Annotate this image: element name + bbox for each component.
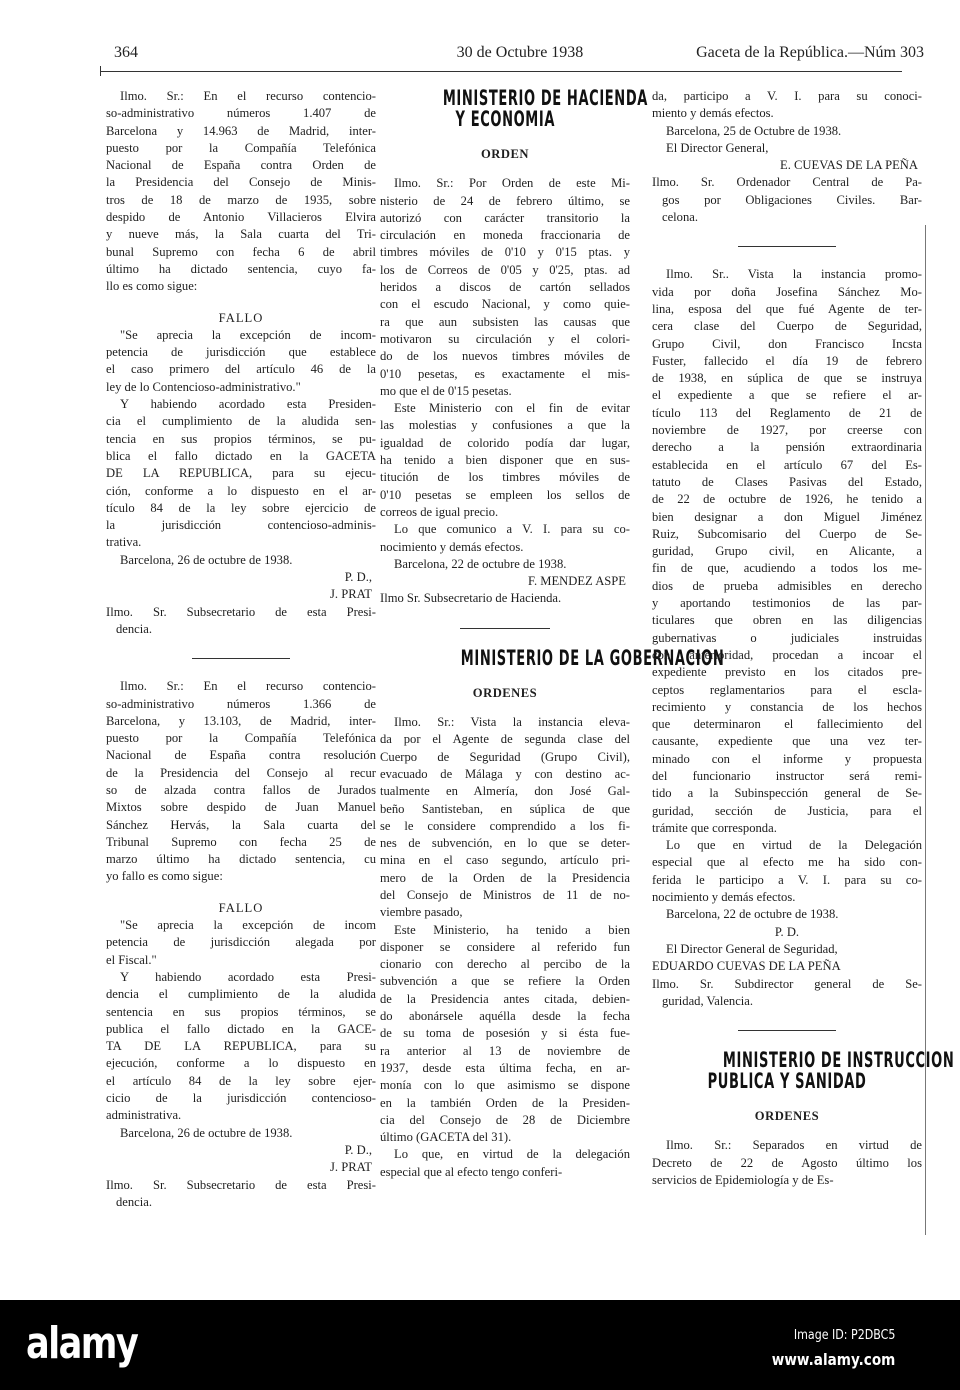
- dateline: [106, 552, 376, 569]
- text-line: Y habiendo acordado esta Presiden-: [120, 397, 376, 412]
- text-line: F. MENDEZ ASPE: [527, 574, 626, 589]
- text-line: [380, 86, 648, 110]
- dateline: [652, 906, 922, 923]
- text-line: Ilmo. Sr. Subdirector general de Se-: [652, 976, 922, 991]
- text-line: El Director General de Seguridad,: [666, 941, 838, 956]
- text-line: monía con lo que asimismo se dispone: [380, 1078, 630, 1093]
- text-line: trámite que corresponda.: [652, 820, 777, 835]
- text-line: Cuerpo de Seguridad (Grupo Civil),: [380, 749, 630, 764]
- text-line: guridad, Valencia.: [662, 993, 754, 1008]
- text-line: marzo último ha dictado sentencia, cu: [106, 852, 376, 867]
- text-line: DE LA REPUBLICA, para su ejecu-: [106, 466, 376, 481]
- text-line: de 22 de octubre de 1926, he tenido a: [652, 492, 922, 507]
- text-line: Lo que comunico a V. I. para su co-: [394, 522, 630, 537]
- section-subheading: [380, 146, 630, 163]
- ministry-heading: [380, 86, 648, 131]
- text-line: igualdad de colorido podía dar lugar,: [380, 435, 630, 450]
- text-line: la jurisdicción contencioso-adminis-: [106, 518, 376, 533]
- text-line: Ilmo. Sr. Subsecretario de esta Presi-: [106, 1177, 376, 1192]
- paragraph: [652, 88, 922, 123]
- text-line: en la también Orden de la Presiden-: [380, 1095, 630, 1110]
- text-line: FALLO: [218, 310, 264, 325]
- text-line: llo es como sigue:: [106, 279, 198, 294]
- text-line: nocimiento y demás efectos.: [652, 890, 796, 905]
- heading-text: MINISTERIO DE LA GOBERNACION: [460, 645, 725, 670]
- text-line: cionario con derecho al percibo de la: [380, 957, 630, 972]
- text-line: Lo que, en virtud de la delegación: [394, 1147, 630, 1162]
- text-line: E. CUEVAS DE LA PEÑA: [780, 158, 918, 173]
- text-line: nisterio de 24 de febrero último, se: [380, 193, 630, 208]
- text-line: "Se aprecia la excepción de incom-: [120, 327, 376, 342]
- text-line: Grupo Civil, don Francisco Incsta: [652, 336, 922, 351]
- text-line: administrativa.: [106, 1108, 182, 1123]
- text-line: J. PRAT: [330, 1160, 372, 1175]
- text-line: Ilmo. Sr.: Separados en virtud de: [666, 1138, 922, 1153]
- text-line: trativa.: [106, 535, 142, 550]
- text-line: 0'10 pesetas se empleen los sellos de: [380, 487, 630, 502]
- text-line: Ilmo. Sr.: Vista la instancia eleva-: [394, 715, 630, 730]
- ministry-heading: [380, 645, 725, 670]
- text-line: de la Presidencia del Consejo al recur: [106, 765, 376, 780]
- page-number: 364: [114, 44, 138, 61]
- text-line: dencia el cumplimiento de la aludida: [106, 987, 376, 1002]
- text-line: Ilmo. Sr. Subsecretario de esta Presi-: [106, 604, 376, 619]
- text-line: sentencia en sus propios términos, se: [106, 1004, 376, 1019]
- text-line: la Presidencia del Consejo de Minis-: [106, 175, 376, 190]
- text-line: puesto por la Compañía Telefónica: [106, 731, 376, 746]
- column-right: [652, 88, 955, 1189]
- text-line: da, participo a V. I. para su conoci-: [652, 89, 922, 103]
- text-line: [380, 645, 725, 670]
- issue-date: 30 de Octubre 1938: [456, 44, 584, 61]
- image-id: Image ID: P2DBC5: [793, 1328, 895, 1343]
- text-line: vida por doña Josefina Sánchez Mo-: [652, 284, 922, 299]
- text-line: cia el cumplimiento de la aludida sen-: [106, 414, 376, 429]
- text-line: dencia.: [116, 621, 153, 636]
- text-line: Barcelona, 22 de octubre de 1938.: [394, 556, 567, 571]
- section-divider: [106, 638, 376, 678]
- dateline: [652, 123, 922, 158]
- signature-initials: [652, 924, 922, 941]
- text-line: noviembre de 1927, por creerse con: [652, 423, 922, 438]
- text-line: dencia.: [116, 1194, 153, 1209]
- ministry-heading: [652, 1048, 955, 1094]
- text-line: último (GACETA del 31).: [380, 1130, 512, 1145]
- text-line: 1937, desde esta última fecha, en ar-: [380, 1060, 630, 1075]
- section-divider: [380, 608, 630, 648]
- paragraph: [106, 88, 376, 296]
- text-line: ha tenido a bien disponer que en sus-: [380, 453, 630, 468]
- text-line: Este Ministerio, ha tenido a bien: [394, 922, 630, 937]
- heading-text: PUBLICA Y SANIDAD: [707, 1069, 867, 1094]
- text-line: 0'10 pesetas, es exactamente el mis-: [380, 366, 630, 381]
- text-line: Barcelona, 25 de Octubre de 1938.: [666, 123, 842, 138]
- text-line: da por el Agente de segunda clase del: [380, 732, 630, 747]
- text-line: que determinaron el fallecimiento del: [652, 717, 922, 732]
- text-line: tatuto de Clases Pasivas del Estado,: [652, 474, 922, 489]
- text-line: mina en el caso segundo, artículo pri-: [380, 853, 630, 868]
- text-line: P. D.,: [344, 570, 372, 585]
- paragraph: [380, 175, 630, 400]
- text-line: motivaron su circulación y el colori-: [380, 331, 630, 346]
- text-line: mo que el de 0'15 pesetas.: [380, 383, 512, 398]
- text-line: [380, 109, 630, 130]
- paragraph: [380, 922, 630, 1147]
- text-line: publica el fallo dictado en la GACE-: [106, 1021, 376, 1036]
- text-line: Barcelona, 26 de octubre de 1938.: [120, 1125, 293, 1140]
- text-line: gubernativas o judiciales instruidas: [652, 630, 922, 645]
- addressee: [652, 976, 922, 1011]
- text-line: Ilmo. Sr. Ordenador Central de Pa-: [652, 175, 922, 190]
- signature: [380, 573, 630, 590]
- text-line: guridad, Grupo civil, en Alicante, a: [652, 544, 922, 559]
- text-line: ra que aun subsisten las causas que: [380, 314, 630, 329]
- signature-name: [652, 958, 922, 975]
- text-line: de 1938, en súplica de que se instruya: [652, 371, 922, 386]
- text-line: las molestias y confusiones a que la: [380, 418, 630, 433]
- text-line: Ilmo. Sr.: En el recurso contencio-: [120, 679, 376, 694]
- text-line: J. PRAT: [330, 587, 372, 602]
- text-line: cera clase del Cuerpo de Seguridad,: [652, 319, 922, 334]
- text-line: FALLO: [218, 900, 264, 915]
- section-subheading: [380, 685, 630, 702]
- text-line: ley de lo Contencioso-administrativo.": [106, 379, 301, 394]
- text-line: Nacional de España contra Orden de: [106, 158, 376, 173]
- text-line: blica el fallo dictado en la GACETA: [106, 448, 376, 463]
- text-line: último ha dictado sentencia, cuyo fa-: [106, 261, 376, 276]
- text-line: tencia en sus propios términos, se pu-: [106, 431, 376, 446]
- text-line: puesto por la Compañía Telefónica: [106, 140, 376, 155]
- text-line: tículo 113 del Reglamento de 21 de: [652, 405, 922, 420]
- alamy-logo: alamy: [26, 1318, 138, 1369]
- text-line: correos de igual precio.: [380, 504, 499, 519]
- text-line: nes de subvención, en lo que se deter-: [380, 836, 630, 851]
- text-line: el caso primero del artículo 46 de la: [106, 362, 376, 377]
- section-divider: [652, 226, 922, 266]
- text-line: tículo 84 de la ley sobre ejercicio de: [106, 500, 376, 515]
- text-line: Mixtos sobre despido de Juan Manuel: [106, 800, 376, 815]
- header-rule-tick: [100, 66, 101, 76]
- paragraph: [380, 1146, 630, 1181]
- text-line: derecho a la pensión extraordinaria: [652, 440, 922, 455]
- text-line: dios de prueba admisibles en derecho: [652, 578, 922, 593]
- text-line: ORDENES: [472, 685, 538, 700]
- text-line: Nacional de España contra resolución: [106, 748, 376, 763]
- text-line: Este Ministerio con el fin de evitar: [394, 401, 630, 416]
- text-line: Y habiendo acordado esta Presi-: [120, 969, 376, 984]
- signature: [106, 569, 376, 604]
- text-line: mero de la Orden de la Presidencia: [380, 870, 630, 885]
- paragraph: [652, 837, 922, 906]
- heading-text: Y ECONOMIA: [455, 107, 555, 131]
- section-subheading: [106, 900, 376, 917]
- text-line: y aportando testimonios de las par-: [652, 596, 922, 611]
- text-line: cia del Consejo de 28 de Diciembre: [380, 1112, 630, 1127]
- watermark-url: www.alamy.com: [771, 1350, 895, 1369]
- paragraph: [106, 969, 376, 1125]
- paragraph: [106, 678, 376, 886]
- text-line: do abonársele aquélla desde la fecha: [380, 1009, 630, 1024]
- text-line: Tribunal Supremo con fecha 25 de: [106, 834, 376, 849]
- text-line: especial que al efecto me ha sido con-: [652, 855, 922, 870]
- column-left: [106, 88, 376, 1211]
- text-line: TA DE LA REPUBLICA, para su: [106, 1039, 376, 1054]
- text-line: Barcelona y 14.963 de Madrid, inter-: [106, 123, 376, 138]
- text-line: so-administrativo números 1.407 de: [106, 106, 376, 121]
- text-line: Barcelona, 22 de octubre de 1938.: [666, 907, 839, 922]
- text-line: autorizó con carácter transitorio la: [380, 210, 630, 225]
- text-line: los de Correos de 0'05 y 0'25, ptas. ad: [380, 262, 630, 277]
- text-line: Ilmo. Sr.. Vista la instancia promo-: [666, 267, 922, 282]
- text-line: con el escudo Nacional, y como quie-: [380, 297, 630, 312]
- text-line: tualmente en Almería, don José Gal-: [380, 784, 630, 799]
- text-line: [652, 1048, 955, 1073]
- text-line: [652, 1071, 922, 1092]
- text-line: especial que al efecto tengo conferi-: [380, 1164, 563, 1179]
- text-line: El Director General,: [666, 140, 769, 155]
- column-border: [925, 225, 926, 1235]
- text-line: despido de Antonio Villacieros Elvira: [106, 210, 376, 225]
- text-line: el artículo 84 de la ley sobre ejer-: [106, 1073, 376, 1088]
- addressee: [106, 604, 376, 639]
- text-line: causante, expediente que una vez ter-: [652, 734, 922, 749]
- text-line: P. D.,: [344, 1142, 372, 1157]
- text-line: disponer se considere al referido fun: [380, 939, 630, 954]
- paragraph: [380, 714, 630, 922]
- text-line: subvención a que se refiere la Orden: [380, 974, 630, 989]
- text-line: Ilmo. Sr.: Por Orden de este Mi-: [394, 176, 630, 191]
- text-line: el expediente a que se refiere el ar-: [652, 388, 922, 403]
- text-line: Barcelona, y 13.103, de Madrid, inter-: [106, 713, 376, 728]
- heading-text: MINISTERIO DE HACIENDA: [442, 86, 648, 110]
- text-line: P. D.: [774, 924, 800, 939]
- text-line: miento y demás efectos.: [652, 106, 774, 121]
- text-line: del Consejo de Ministros de 11 de no-: [380, 887, 630, 902]
- text-line: bunal Supremo con fecha 6 de abril: [106, 244, 376, 259]
- header-rule: [100, 71, 902, 72]
- text-line: EDUARDO CUEVAS DE LA PEÑA: [652, 959, 841, 974]
- text-line: yo fallo es como sigue:: [106, 869, 223, 884]
- paragraph: [106, 917, 376, 969]
- text-line: ORDEN: [481, 147, 529, 161]
- text-line: cicio de la jurisdicción contencioso-: [106, 1091, 376, 1106]
- text-line: ción, conforme a lo dispuesto en el ar-: [106, 483, 376, 498]
- text-line: ticulares que obren en las diligencias: [652, 613, 922, 628]
- paragraph: [106, 396, 376, 552]
- text-line: titución de los timbres móviles de: [380, 470, 630, 485]
- text-line: do de los nuevos timbres móviles de: [380, 349, 630, 364]
- text-line: evacuado de Málaga y con destino ac-: [380, 766, 630, 781]
- text-line: establecida en el artículo 67 del Es-: [652, 457, 922, 472]
- publication-title: Gaceta de la República.—Núm 303: [696, 44, 924, 61]
- text-line: viembre pasado,: [380, 905, 463, 920]
- addressee: [106, 1177, 376, 1212]
- section-subheading: [652, 1108, 922, 1125]
- paragraph: [106, 327, 376, 396]
- text-line: minado con el informe y propuesta: [652, 751, 922, 766]
- watermark-bar: [0, 1300, 960, 1390]
- text-line: circulación en moneda fraccionaria de: [380, 228, 630, 243]
- text-line: Fuster, fallecido el día 19 de febrero: [652, 353, 922, 368]
- text-line: timbres móviles de 0'10 y 0'15 ptas. y: [380, 245, 630, 260]
- text-line: el Fiscal.": [106, 952, 157, 967]
- signature: [106, 1142, 376, 1177]
- text-line: lina, esposa del que fué Agente de ter-: [652, 301, 922, 316]
- text-line: Lo que en virtud de la Delegación: [666, 838, 922, 853]
- text-line: gos por Obligaciones Civiles. Bar-: [662, 192, 922, 207]
- paragraph: [380, 521, 630, 556]
- text-line: guridad, sección de Justicia, para el: [652, 803, 922, 818]
- paragraph: [380, 400, 630, 521]
- paragraph: [652, 266, 922, 837]
- dateline: [652, 941, 922, 958]
- heading-text: MINISTERIO DE INSTRUCCION: [722, 1048, 955, 1073]
- text-line: tros de 18 de marzo de 1935, sobre: [106, 192, 376, 207]
- addressee: [380, 590, 630, 607]
- text-line: ferida le participo a V. I. para su co-: [652, 872, 922, 887]
- text-line: fin de que, acudiendo a todos los me-: [652, 561, 922, 576]
- text-line: ceptos reglamentarios para el escla-: [652, 682, 922, 697]
- text-line: celona.: [662, 210, 699, 225]
- text-line: ejecución, conforme a lo dispuesto en: [106, 1056, 376, 1071]
- text-line: so de alzada contra fallos de Jurados: [106, 782, 376, 797]
- text-line: ORDENES: [754, 1109, 820, 1124]
- text-line: recimiento y constancia de los hechos: [652, 699, 922, 714]
- text-line: Ruiz, Subcomisario del Cuerpo de Se-: [652, 526, 922, 541]
- text-line: de su toma de posesión y si ésta fue-: [380, 1026, 630, 1041]
- text-line: petencia de jurisdicción que establece: [106, 345, 376, 360]
- text-line: del funcionario instructor será remi-: [652, 768, 922, 783]
- text-line: ra anterior al 13 de noviembre de: [380, 1043, 630, 1058]
- text-line: so-administrativo números 1.366 de: [106, 696, 376, 711]
- section-divider: [652, 1010, 922, 1050]
- text-line: y nueve más, la Sala cuarta del Tri-: [106, 227, 376, 242]
- paragraph: [652, 1137, 922, 1189]
- text-line: bien designar a don Miguel Jiménez: [652, 509, 922, 524]
- text-line: con anterioridad, procedan a incoar el: [652, 647, 922, 662]
- text-line: de la Presidencia antes citada, debien-: [380, 991, 630, 1006]
- dateline: [380, 556, 630, 573]
- addressee: [652, 174, 922, 226]
- text-line: Sánchez Hervás, la Sala cuarta del: [106, 817, 376, 832]
- signature: [652, 157, 922, 174]
- text-line: tido a la Subinspección general de Se-: [652, 786, 922, 801]
- text-line: se le considere comprendido a los fi-: [380, 818, 630, 833]
- text-line: Barcelona, 26 de octubre de 1938.: [120, 552, 293, 567]
- text-line: Ilmo. Sr.: En el recurso contencio-: [120, 89, 376, 103]
- text-line: petencia de jurisdicción alegada por: [106, 935, 376, 950]
- text-line: expediente previsto en los citados pre-: [652, 665, 922, 680]
- section-subheading: [106, 310, 376, 327]
- text-line: beño Santisteban, en súplica de que: [380, 801, 630, 816]
- dateline: [106, 1125, 376, 1142]
- text-line: Decreto de 22 de Agosto último los: [652, 1155, 922, 1170]
- text-line: heridos a discos de cartón sellados: [380, 280, 630, 295]
- text-line: nocimiento y demás efectos.: [380, 539, 524, 554]
- text-line: Ilmo Sr. Subsecretario de Hacienda.: [380, 591, 562, 606]
- text-line: "Se aprecia la excepción de incom: [120, 918, 376, 933]
- text-line: servicios de Epidemiología y de Es-: [652, 1173, 834, 1188]
